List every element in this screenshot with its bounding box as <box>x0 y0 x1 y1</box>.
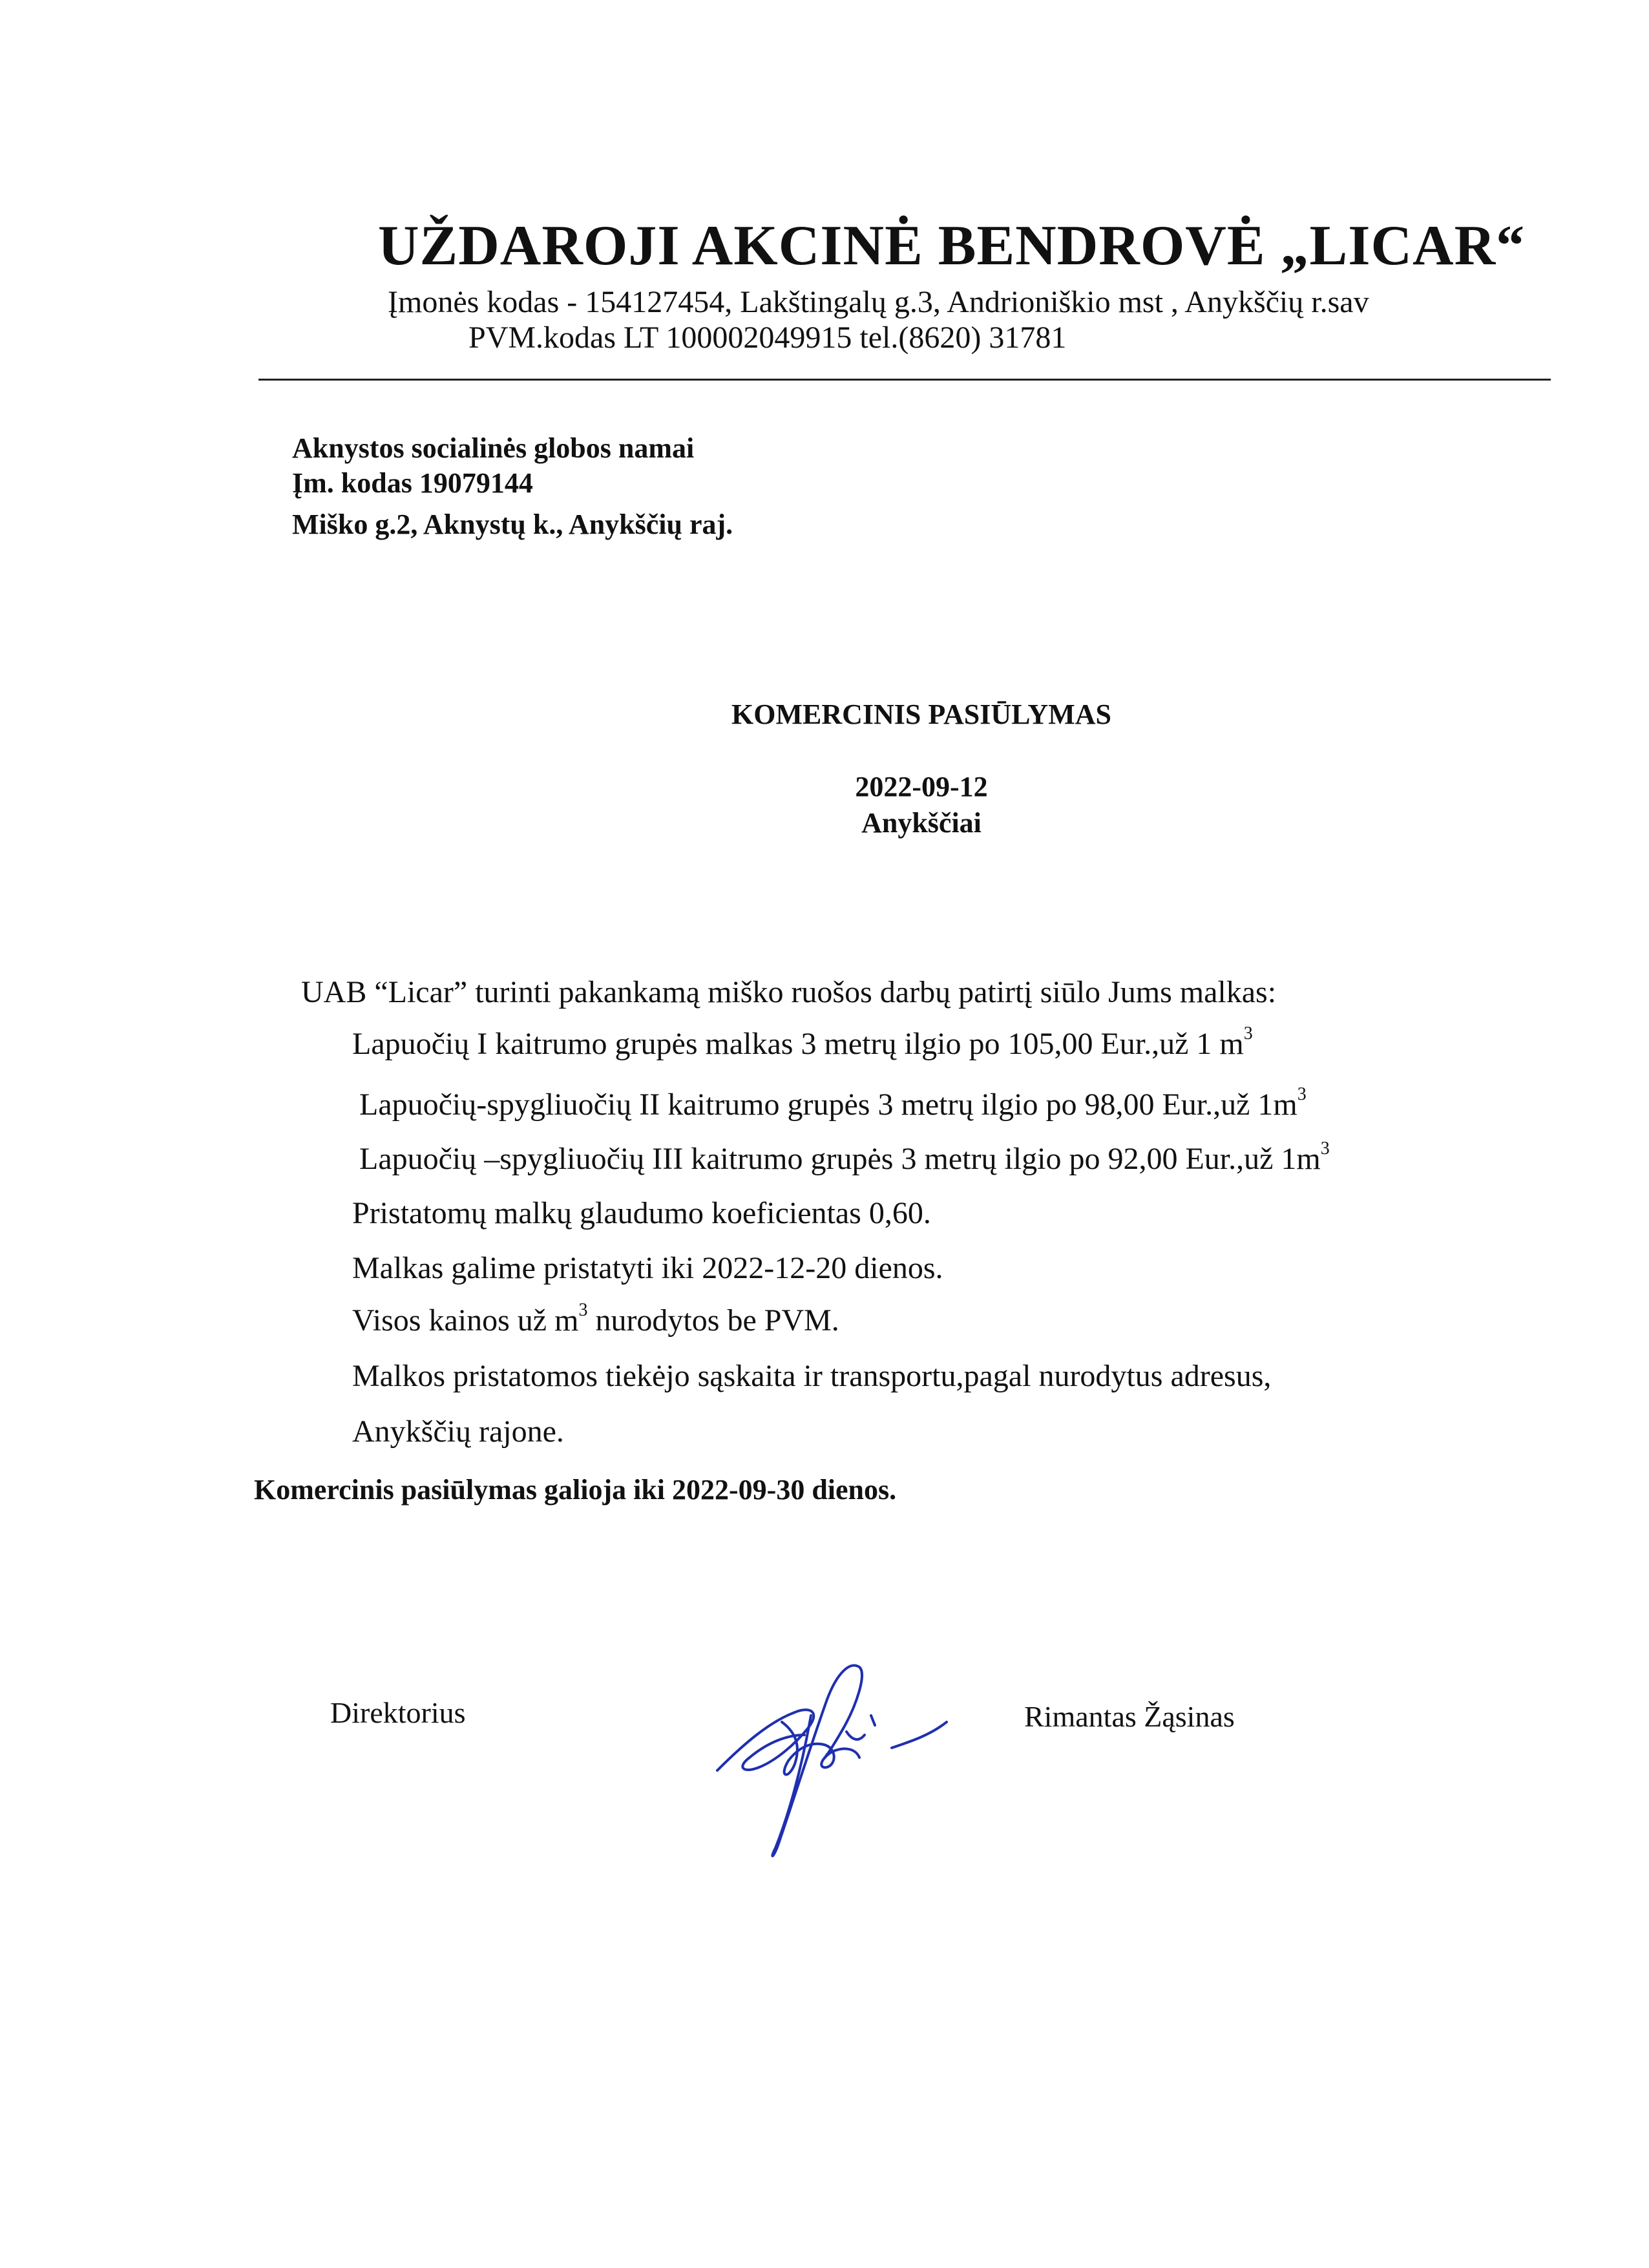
offer-line <box>359 1084 1307 1122</box>
document-date: 2022-09-12 <box>855 771 988 803</box>
offer-unit-superscript: 3 <box>1243 1024 1253 1044</box>
transport-note-line2: Anykščių rajone. <box>352 1414 564 1449</box>
validity-statement: Komercinis pasiūlymas galioja iki 2022-09-30 dienos. <box>254 1474 897 1506</box>
document-title: KOMERCINIS PASIŪLYMAS <box>731 698 1111 730</box>
signer-name: Rimantas Žąsinas <box>1024 1700 1235 1733</box>
delivery-date-note: Malkas galime pristatyti iki 2022-12-20 dienos. <box>352 1251 943 1285</box>
prices-note-text: Visos kainos už m <box>352 1303 579 1338</box>
recipient-address: Miško g.2, Aknystų k., Anykščių raj. <box>292 509 733 540</box>
offer-text: Lapuočių I kaitrumo grupės malkas 3 metrų ilgio po 105,00 Eur.,už 1 m <box>352 1027 1244 1061</box>
intro-paragraph: UAB “Licar” turinti pakankamą miško ruošos darbų patirtį siūlo Jums malkas: <box>301 975 1277 1009</box>
transport-note-line1: Malkos pristatomos tiekėjo sąskaita ir transportu,pagal nurodytus adresus, <box>352 1359 1272 1393</box>
offer-unit-superscript: 3 <box>1320 1139 1330 1159</box>
prices-note-superscript: 3 <box>578 1300 588 1320</box>
density-note: Pristatomų malkų glaudumo koeficientas 0,60. <box>352 1196 931 1230</box>
offer-line <box>352 1026 1253 1062</box>
signer-role: Direktorius <box>330 1696 466 1729</box>
prices-note <box>352 1300 839 1338</box>
document-place: Anykščiai <box>861 807 982 839</box>
handwritten-signature <box>698 1602 969 1874</box>
offer-text: Lapuočių-spygliuočių II kaitrumo grupės 3 metrų ilgio po 98,00 Eur.,už 1m <box>359 1087 1297 1122</box>
header-divider <box>258 379 1551 381</box>
company-details-line2: PVM.kodas LT 100002049915 tel.(8620) 31781 <box>468 320 1067 355</box>
company-details-line1: Įmonės kodas - 154127454, Lakštingalų g.3, Andrioniškio mst , Anykščių r.sav <box>388 285 1369 319</box>
recipient-code: Įm. kodas 19079144 <box>292 467 533 499</box>
recipient-name: Aknystos socialinės globos namai <box>292 432 695 464</box>
offer-line <box>359 1141 1330 1177</box>
offer-unit-superscript: 3 <box>1297 1084 1307 1104</box>
company-name: UŽDAROJI AKCINĖ BENDROVĖ „LICAR“ <box>378 215 1526 277</box>
prices-note-text-end: nurodytos be PVM. <box>587 1303 839 1338</box>
signature-strokes <box>717 1665 947 1856</box>
offer-text: Lapuočių –spygliuočių III kaitrumo grupės 3 metrų ilgio po 92,00 Eur.,už 1m <box>359 1142 1321 1176</box>
